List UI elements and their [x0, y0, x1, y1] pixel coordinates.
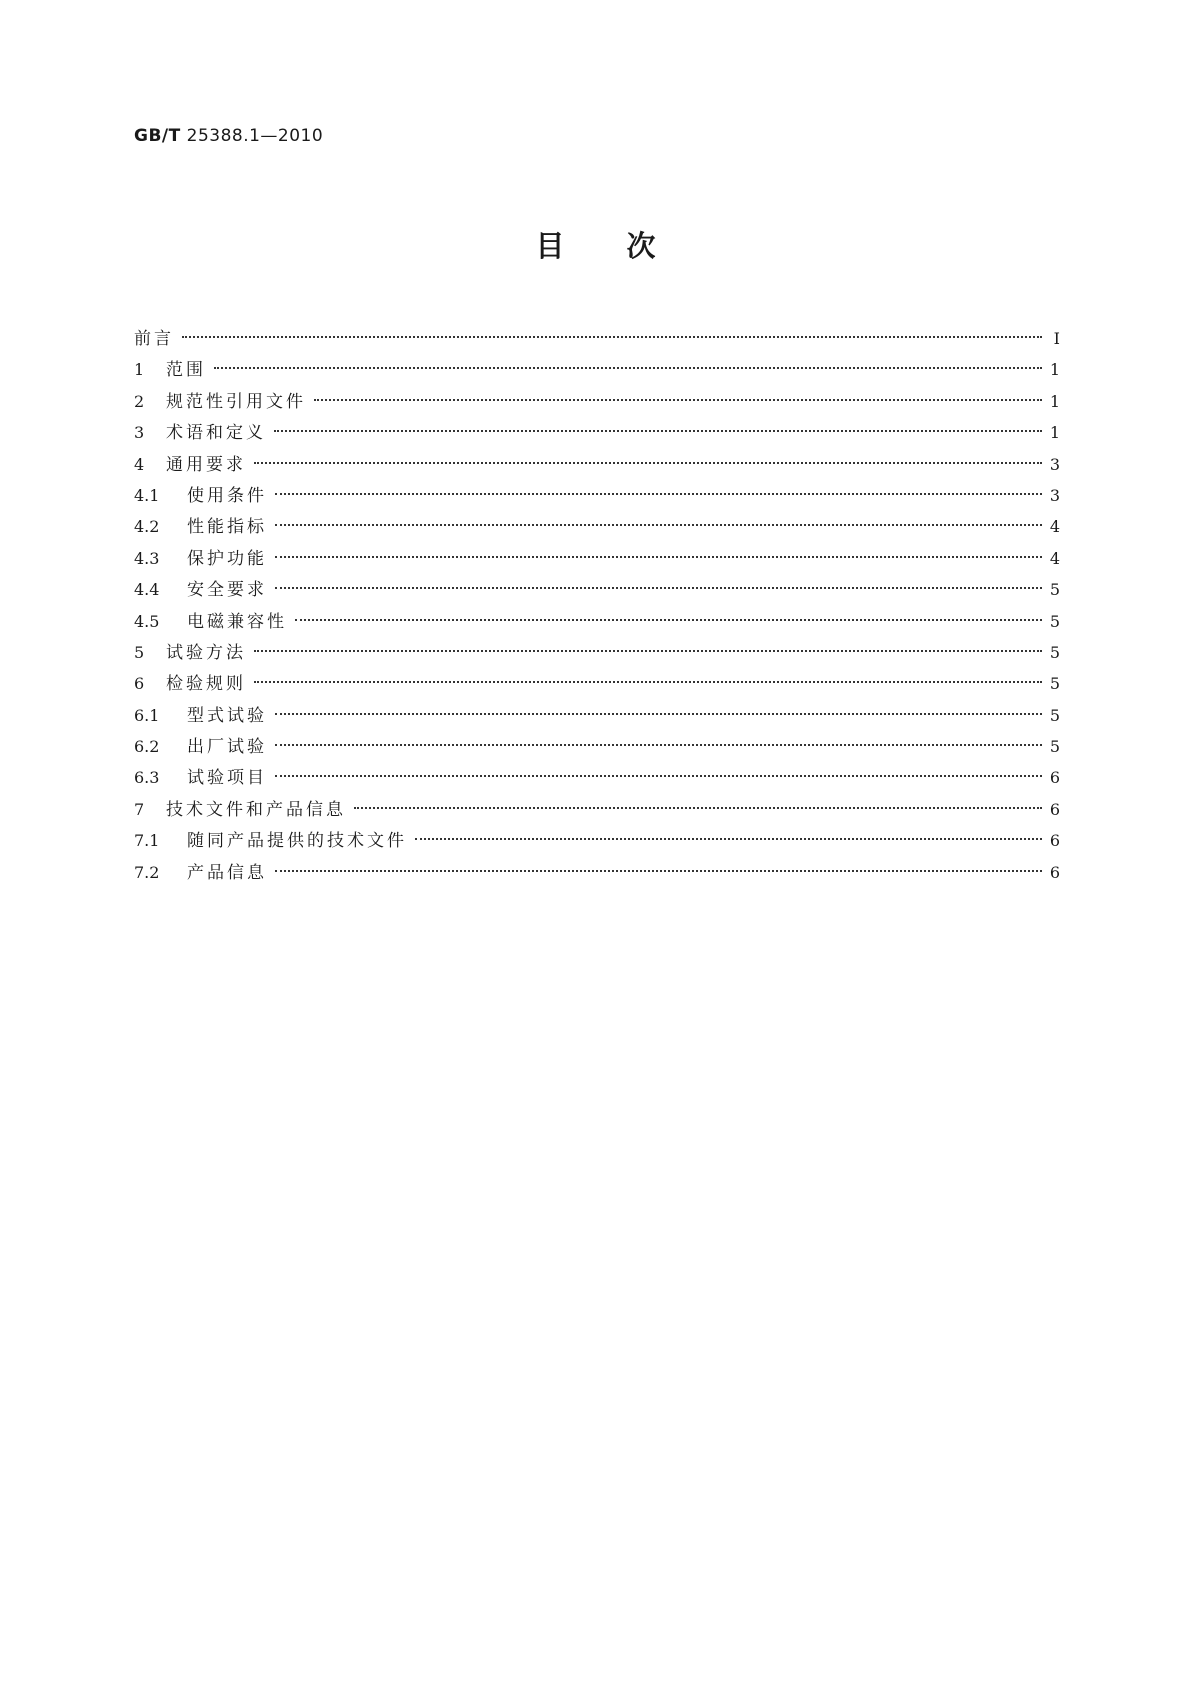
toc-dot-leader — [275, 713, 1042, 715]
toc-entry-number: 5 — [134, 642, 145, 662]
toc-entry-title: 产品信息 — [187, 862, 267, 883]
standard-code-number: 25388.1—2010 — [186, 126, 324, 146]
toc-dot-leader — [254, 681, 1042, 683]
toc-dot-leader — [354, 807, 1042, 809]
toc-entry-page: 3 — [1049, 485, 1060, 505]
toc-entry-page: 6 — [1049, 768, 1060, 788]
standard-code-prefix: GB/T — [134, 126, 181, 146]
toc-entry[interactable] — [134, 512, 1060, 543]
toc-entry[interactable] — [134, 387, 1060, 418]
toc-dot-leader — [275, 744, 1042, 746]
toc-entry-title: 前言 — [134, 329, 174, 349]
toc-entry-number: 1 — [134, 360, 145, 380]
toc-dot-leader — [275, 556, 1042, 558]
toc-entry[interactable] — [134, 826, 1060, 857]
toc-entry-page: Ⅰ — [1053, 329, 1060, 348]
toc-entry-title: 出厂试验 — [187, 737, 267, 758]
toc-entry[interactable] — [134, 763, 1060, 794]
toc-entry[interactable] — [134, 355, 1060, 386]
toc-dot-leader — [254, 650, 1042, 652]
toc-entry-title: 规范性引用文件 — [166, 391, 306, 412]
toc-entry-number: 7 — [134, 799, 145, 819]
toc-dot-leader — [275, 870, 1042, 872]
toc-entry-title: 随同产品提供的技术文件 — [187, 831, 407, 852]
toc-entry-number: 4.3 — [134, 548, 160, 568]
toc-entry-title: 试验方法 — [166, 642, 246, 663]
toc-entry-number: 4.1 — [134, 485, 160, 505]
toc-entry-number: 3 — [134, 423, 145, 443]
toc-entry-number: 6 — [134, 674, 145, 694]
toc-dot-leader — [214, 367, 1042, 369]
toc-entry[interactable] — [134, 575, 1060, 606]
toc-entry-page: 1 — [1049, 360, 1060, 380]
toc-dot-leader — [275, 587, 1042, 589]
toc-entry-title: 术语和定义 — [166, 423, 266, 444]
toc-entry-number: 7.2 — [134, 862, 160, 882]
toc-dot-leader — [295, 619, 1042, 621]
toc-dot-leader — [274, 430, 1042, 432]
toc-entry[interactable] — [134, 669, 1060, 700]
toc-entry-page: 5 — [1049, 737, 1060, 757]
toc-dot-leader — [314, 399, 1042, 401]
toc-entry-number: 4.2 — [134, 517, 160, 537]
toc-entry[interactable] — [134, 795, 1060, 826]
toc-entry[interactable] — [134, 418, 1060, 449]
table-of-contents — [134, 324, 1060, 889]
toc-entry-page: 4 — [1049, 548, 1060, 568]
toc-entry-title: 试验项目 — [187, 768, 267, 789]
toc-entry-page: 4 — [1049, 517, 1060, 537]
toc-entry-number: 6.1 — [134, 705, 160, 725]
toc-entry-page: 3 — [1049, 454, 1060, 474]
toc-entry[interactable] — [134, 607, 1060, 638]
toc-entry-page: 5 — [1049, 674, 1060, 694]
toc-entry-page: 5 — [1049, 705, 1060, 725]
toc-entry-title: 电磁兼容性 — [187, 611, 287, 632]
toc-entry[interactable] — [134, 638, 1060, 669]
toc-entry[interactable] — [134, 481, 1060, 512]
toc-entry-page: 6 — [1049, 799, 1060, 819]
toc-entry[interactable] — [134, 701, 1060, 732]
toc-entry-number: 6.2 — [134, 737, 160, 757]
toc-entry-title: 通用要求 — [166, 454, 246, 475]
toc-entry-title: 检验规则 — [166, 674, 246, 695]
toc-entry-title: 性能指标 — [187, 517, 267, 538]
toc-entry-title: 安全要求 — [187, 580, 267, 601]
toc-entry[interactable] — [134, 732, 1060, 763]
toc-dot-leader — [415, 838, 1042, 840]
toc-entry-title: 使用条件 — [187, 485, 267, 506]
toc-dot-leader — [254, 462, 1042, 464]
toc-dot-leader — [275, 524, 1042, 526]
toc-entry-title: 技术文件和产品信息 — [166, 799, 346, 820]
toc-dot-leader — [275, 775, 1042, 777]
toc-dot-leader — [275, 493, 1042, 495]
toc-entry-page: 5 — [1049, 642, 1060, 662]
page-title: 目次 — [535, 229, 718, 263]
toc-entry-number: 6.3 — [134, 768, 160, 788]
toc-entry-number: 4.5 — [134, 611, 160, 631]
toc-entry-page: 6 — [1049, 862, 1060, 882]
toc-entry-page: 1 — [1049, 391, 1060, 411]
toc-entry-number: 2 — [134, 391, 145, 411]
standard-code — [134, 126, 323, 146]
toc-entry-title: 范围 — [166, 360, 206, 381]
toc-entry-page: 1 — [1049, 423, 1060, 443]
toc-entry[interactable] — [134, 450, 1060, 481]
toc-entry-number: 4 — [134, 454, 145, 474]
toc-entry[interactable] — [134, 858, 1060, 889]
toc-dot-leader — [182, 336, 1042, 338]
toc-entry-title: 型式试验 — [187, 705, 267, 726]
toc-entry-number: 7.1 — [134, 831, 160, 851]
toc-entry[interactable] — [134, 544, 1060, 575]
toc-entry-title: 保护功能 — [187, 548, 267, 569]
toc-entry-page: 5 — [1049, 580, 1060, 600]
toc-entry-number: 4.4 — [134, 580, 160, 600]
toc-entry-page: 5 — [1049, 611, 1060, 631]
toc-entry[interactable] — [134, 324, 1060, 355]
toc-entry-page: 6 — [1049, 831, 1060, 851]
